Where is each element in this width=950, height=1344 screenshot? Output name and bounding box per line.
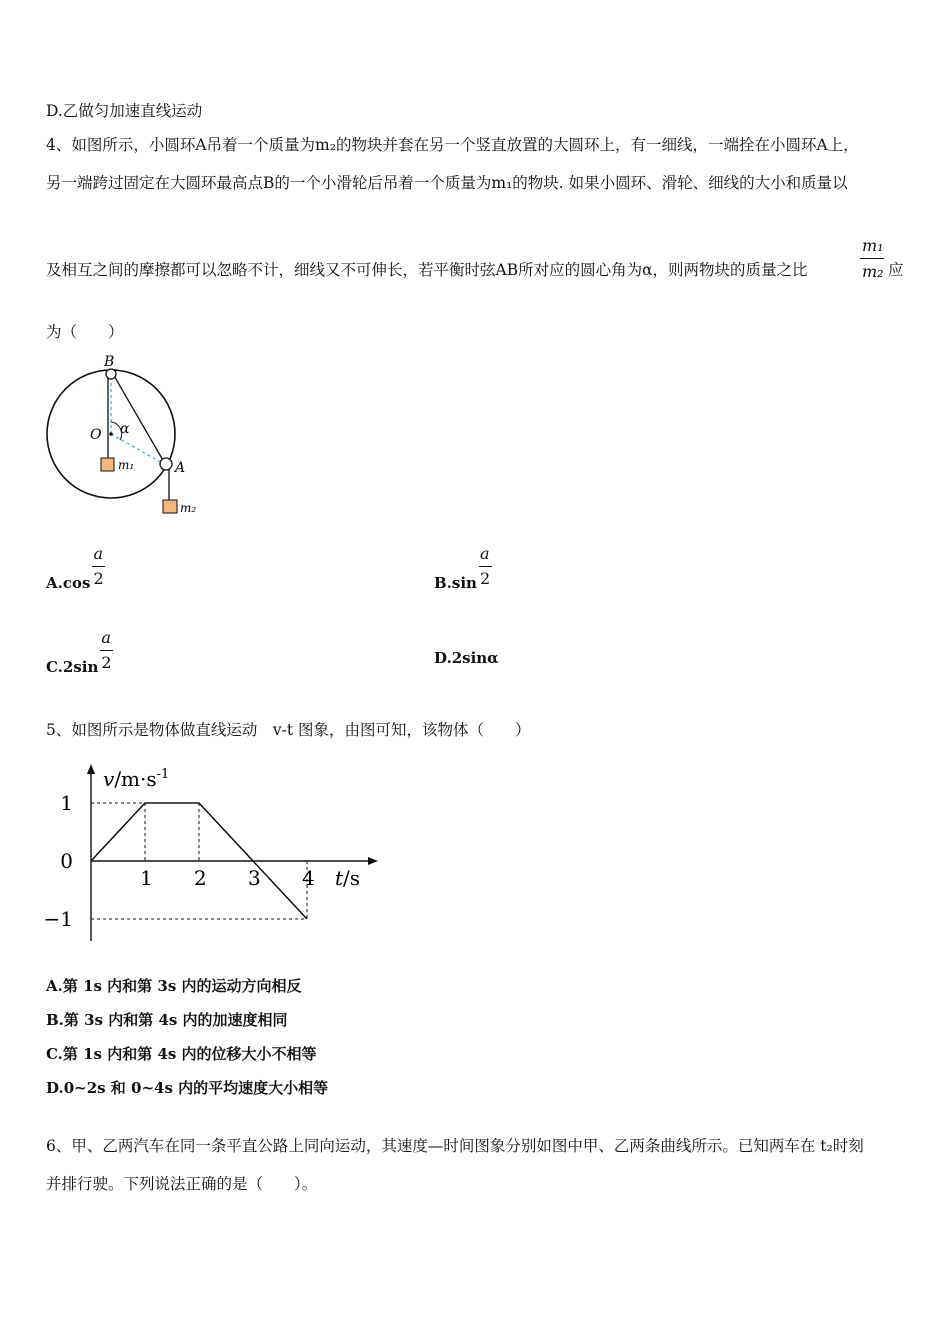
fraction-numerator: a [93,544,103,563]
label-m2: m₂ [180,501,197,515]
label-b: B [104,354,115,370]
fraction-numerator: a [101,628,111,647]
q4-line-2: 另一端跨过固定在大圆环最高点B的一个小滑轮后吊着一个质量为m₁的物块. 如果小圆环、滑轮、细线的大小和质量以 [46,174,848,192]
q4-option-a-prefix: A.cos [46,574,91,592]
q6-line-1: 6、甲、乙两汽车在同一条平直公路上同向运动，其速度—时间图象分别如图中甲、乙两条曲线所示。已知两车在 t₂时刻 [46,1137,864,1155]
fraction-bar [92,566,105,567]
q4-option-b [434,544,493,592]
q4-option-c [46,628,114,676]
label-o: O [90,427,102,443]
mass-ratio-fraction [860,236,886,284]
q3-option-d: D.乙做匀加速直线运动 [46,102,203,120]
q5-stem: 5、如图所示是物体做直线运动 v-t 图象，由图可知，该物体（ ） [46,721,531,739]
q5-option-d: D.0~2s 和 0~4s 内的平均速度大小相等 [46,1079,329,1097]
fraction-bar [100,650,113,651]
q4-option-a [46,544,106,592]
y-tick-label: 0 [60,849,73,873]
fraction-numerator: a [479,544,490,563]
q5-option-a: A.第 1s 内和第 3s 内的运动方向相反 [46,977,302,995]
string-b-to-a [113,374,164,462]
q4-line-1: 4、如图所示，小圆环A吊着一个质量为m₂的物块并套在另一个竖直放置的大圆环上，有一细线，一端拴在小圆环A上， [46,136,859,154]
mass-ratio-bar [860,258,884,259]
q4-ring-figure [40,350,220,525]
block-m1 [101,458,114,471]
x-tick-label: 2 [194,866,207,890]
q4-line-3-end: 应 [888,261,904,279]
y-tick-label: 1 [60,791,73,815]
q4-option-b-prefix: B.sin [434,574,477,592]
fraction-denominator: 2 [93,569,104,588]
q4-option-d: D.2sinα [434,649,499,667]
q4-line-3: 及相互之间的摩擦都可以忽略不计，细线又不可伸长，若平衡时弦AB所对应的圆心角为α，则两物块的质量之比 [46,261,808,279]
label-m1: m₁ [118,458,135,472]
q4-option-c-prefix: C.2sin [46,658,99,676]
x-tick-label: 1 [140,866,153,890]
vt-chart [43,760,361,950]
y-tick-label: −1 [43,907,73,931]
q4-line-4: 为（ ） [46,323,124,341]
half-angle-fraction [479,544,493,588]
fraction-denominator: 2 [101,653,112,672]
label-alpha: α [120,421,130,437]
x-tick-label: 4 [302,866,315,890]
q5-option-c: C.第 1s 内和第 4s 内的位移大小不相等 [46,1045,317,1063]
fraction-bar [479,566,492,567]
half-angle-fraction [92,544,106,588]
block-m2 [163,500,177,513]
half-angle-fraction [100,628,114,672]
q6-line-2: 并排行驶。下列说法正确的是（ ）。 [46,1175,318,1193]
small-ring-a [160,458,172,470]
pulley-b [106,369,116,379]
x-axis-arrow [368,857,378,865]
mass-ratio-numerator: m₁ [862,236,884,255]
fraction-denominator: 2 [479,569,491,588]
y-axis-label: $v/m\cdot s^{-1}$ [103,767,170,791]
center-dot [109,432,113,436]
x-axis-label: t/s [335,866,361,890]
q5-option-b: B.第 3s 内和第 4s 内的加速度相同 [46,1011,288,1029]
y-axis-arrow [87,764,95,774]
mass-ratio-denominator: m₂ [862,262,884,281]
x-tick-label: 3 [248,866,261,890]
label-a: A [175,460,186,476]
